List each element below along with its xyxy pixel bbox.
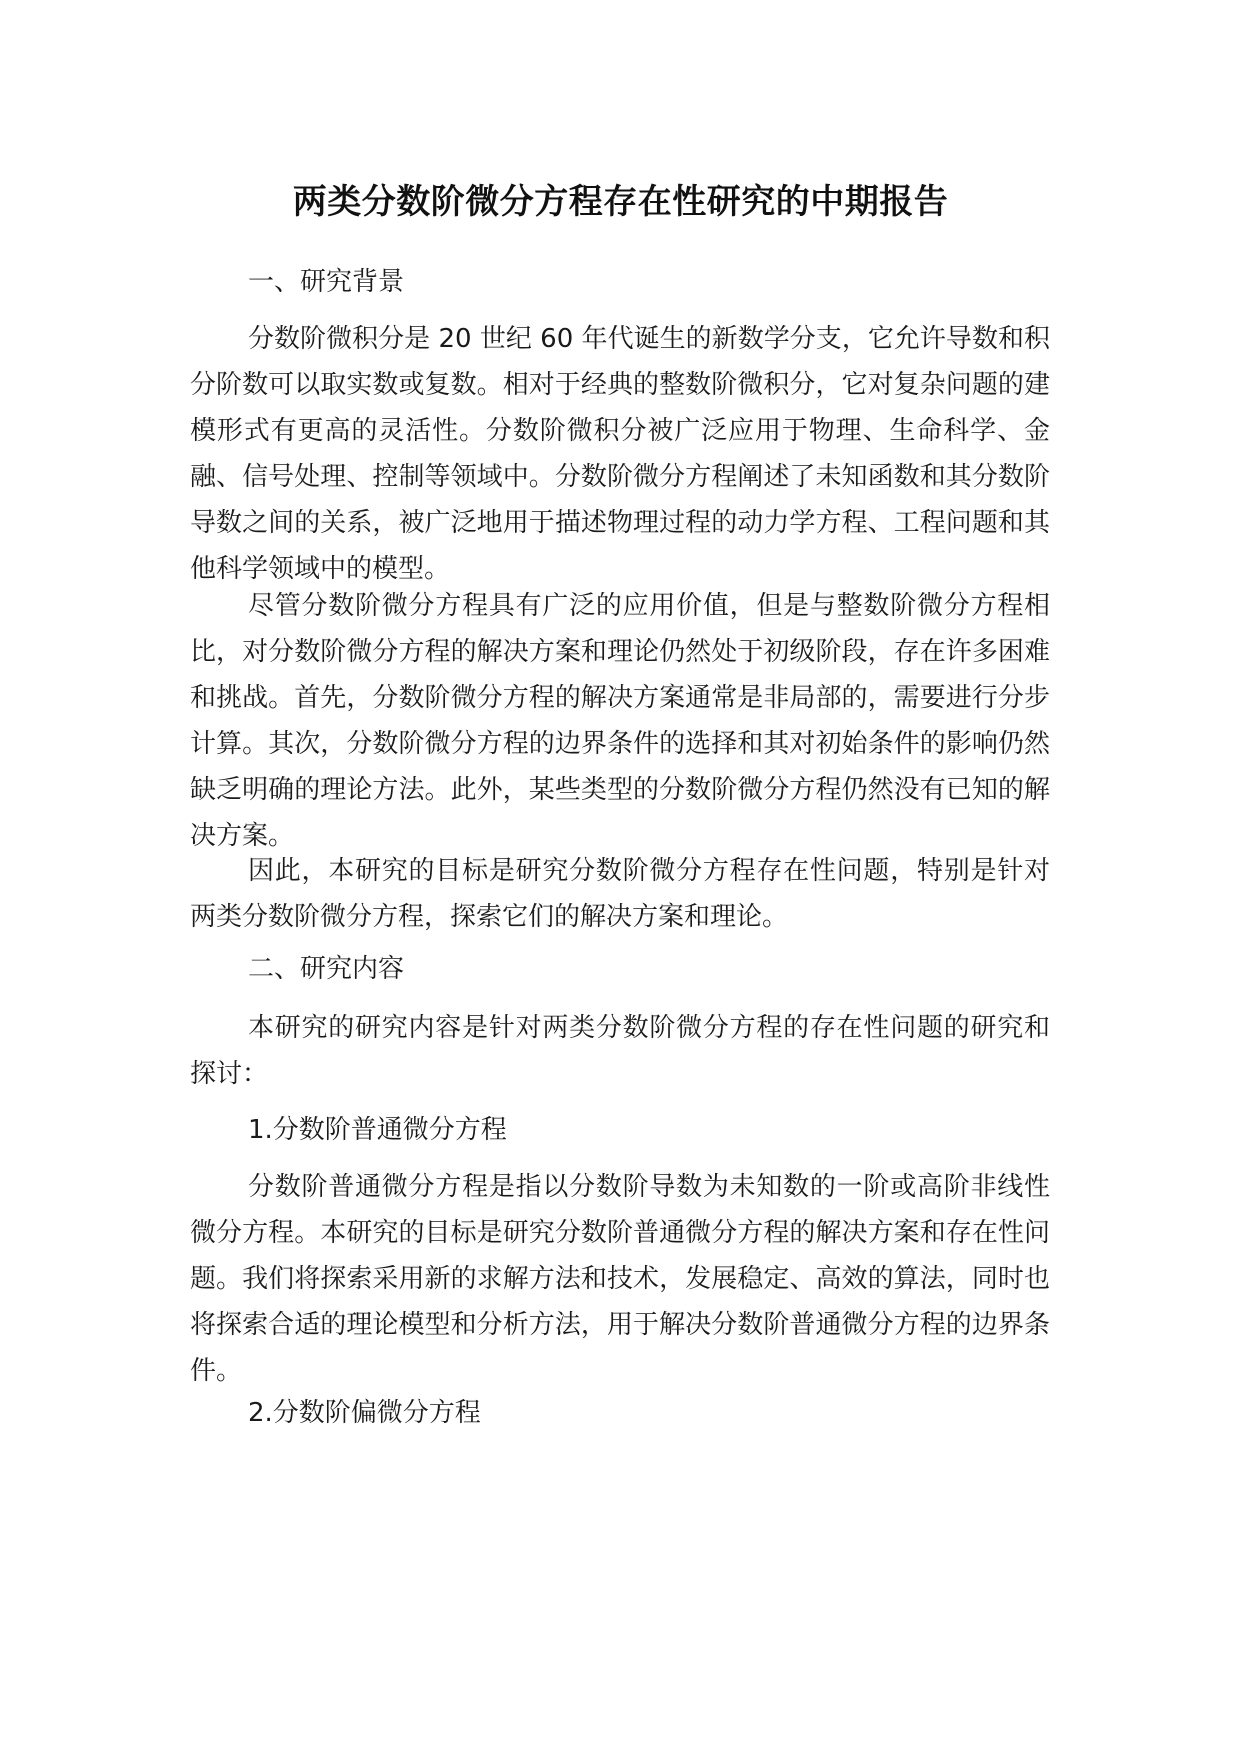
paragraph-background-intro: 分数阶微积分是 20 世纪 60 年代诞生的新数学分支，它允许导数和积分阶数可以取实数或复数。相对于经典的整数阶微积分，它对复杂问题的建模形式有更高的灵活性。分数阶微积分被广泛应用于物理、生命科学、金融、信号处理、控制等领域中。分数阶微分方程阐述了未知函数和其分数阶导数之间的关系，被广泛地用于描述物理过程的动力学方程、工程问题和其他科学领域中的模型。: [190, 324, 1050, 584]
paragraph-fractional-ode: 分数阶普通微分方程是指以分数阶导数为未知数的一阶或高阶非线性微分方程。本研究的目标是研究分数阶普通微分方程的解决方案和存在性问题。我们将探索采用新的求解方法和技术，发展稳定、高效的算法，同时也将探索合适的理论模型和分析方法，用于解决分数阶普通微分方程的边界条件。: [190, 1172, 1050, 1386]
section-heading-research-content: 二、研究内容: [248, 954, 405, 984]
section-heading-research-background: 一、研究背景: [248, 267, 405, 297]
paragraph-content-intro: 本研究的研究内容是针对两类分数阶微分方程的存在性问题的研究和探讨：: [190, 1013, 1050, 1089]
subheading-fractional-ode: 1.分数阶普通微分方程: [248, 1115, 507, 1145]
document-title: 两类分数阶微分方程存在性研究的中期报告: [292, 182, 949, 222]
paragraph-challenges: 尽管分数阶微分方程具有广泛的应用价值，但是与整数阶微分方程相比，对分数阶微分方程的解决方案和理论仍然处于初级阶段，存在许多困难和挑战。首先，分数阶微分方程的解决方案通常是非局部的，需要进行分步计算。其次，分数阶微分方程的边界条件的选择和其对初始条件的影响仍然缺乏明确的理论方法。此外，某些类型的分数阶微分方程仍然没有已知的解决方案。: [190, 591, 1050, 851]
paragraph-research-goal: 因此，本研究的目标是研究分数阶微分方程存在性问题，特别是针对两类分数阶微分方程，探索它们的解决方案和理论。: [190, 856, 1050, 932]
subheading-fractional-pde: 2.分数阶偏微分方程: [248, 1398, 481, 1428]
